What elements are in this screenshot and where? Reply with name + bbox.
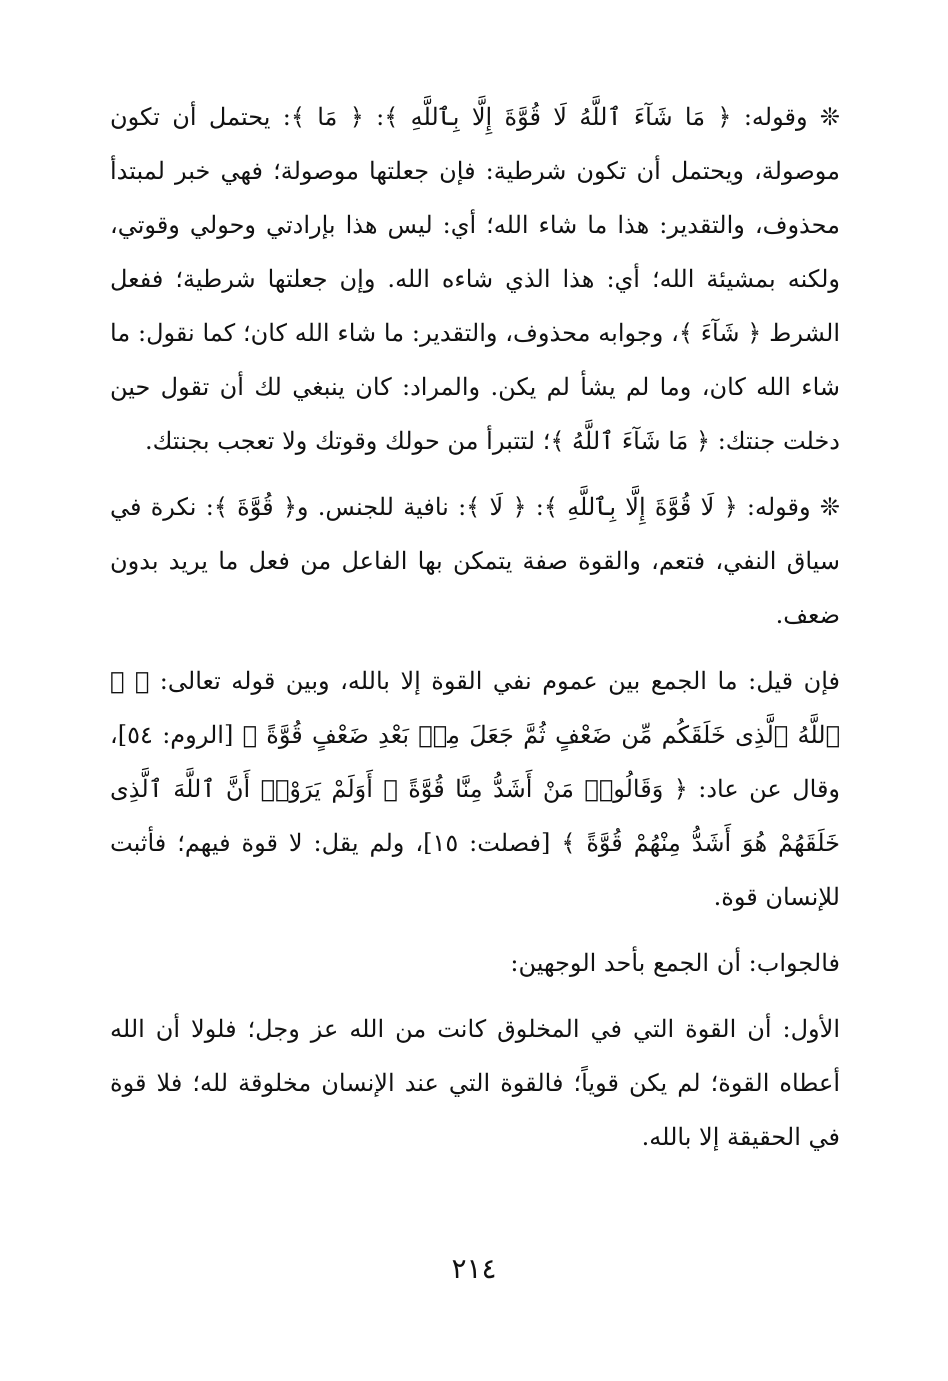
paragraph-la-quwwata: ❊ وقوله: ﴿ لَا قُوَّةَ إِلَّا بِٱللَّهِ ﴾: ﴿ لَا ﴾: نافية للجنس. و﴿ قُوَّةَ ﴾: نكرة في سياق النفي، فتعم، والقوة صفة يتمكن بها الفاعل من فعل ما يريد بدون ضعف. [110, 493, 840, 629]
paragraph-first-answer: الأول: أن القوة التي في المخلوق كانت من الله عز وجل؛ فلولا أن الله أعطاه القوة؛ لم يكن قوياً؛ فالقوة التي عند الإنسان مخلوقة لله؛ فلا قوة في الحقيقة إلا بالله. [110, 1015, 840, 1151]
paragraph-answer-intro: فالجواب: أن الجمع بأحد الوجهين: [510, 949, 840, 977]
paragraph-ma-shaa-allah: ❊ وقوله: ﴿ مَا شَآءَ ٱللَّهُ لَا قُوَّةَ إِلَّا بِٱللَّهِ ﴾: ﴿ مَا ﴾: يحتمل أن تكون موصولة، ويحتمل أن تكون شرطية: فإن جعلتها موصولة؛ فهي خبر لمبتدأ محذوف، والتقدير: هذا ما شاء الله؛ أي: ليس هذا بإرادتي وحولي وقوتي، ولكنه بمشيئة الله؛ أي: هذا الذي شاءه الله. وإن جعلتها شرطية؛ ففعل الشرط ﴿ شَآءَ ﴾، وجوابه محذوف، والتقدير: ما شاء الله كان؛ كما نقول: ما شاء الله كان، وما لم يشأ لم يكن. والمراد: كان ينبغي لك أن تقول حين دخلت جنتك: ﴿ مَا شَآءَ ٱللَّهُ ﴾؛ لتتبرأ من حولك وقوتك ولا تعجب بجنتك. [110, 103, 840, 455]
paragraph-objection: فإن قيل: ما الجمع بين عموم نفي القوة إلا بالله، وبين قوله تعالى: ﴿ ۞ ٱللَّهُ ٱلَّذِى خَلَقَكُم مِّن ضَعْفٍ ثُمَّ جَعَلَ مِنۢ بَعْدِ ضَعْفٍ قُوَّةً ﴾ [الروم: ٥٤]، وقال عن عاد: ﴿ وَقَالُوا۟ مَنْ أَشَدُّ مِنَّا قُوَّةً ۖ أَوَلَمْ يَرَوْا۟ أَنَّ ٱللَّهَ ٱلَّذِى خَلَقَهُمْ هُوَ أَشَدُّ مِنْهُمْ قُوَّةً ﴾ [فصلت: ١٥]، ولم يقل: لا قوة فيهم؛ فأثبت للإنسان قوة. [110, 667, 840, 911]
page-body [110, 90, 840, 1164]
page-number: ٢١٤ [451, 1252, 497, 1285]
